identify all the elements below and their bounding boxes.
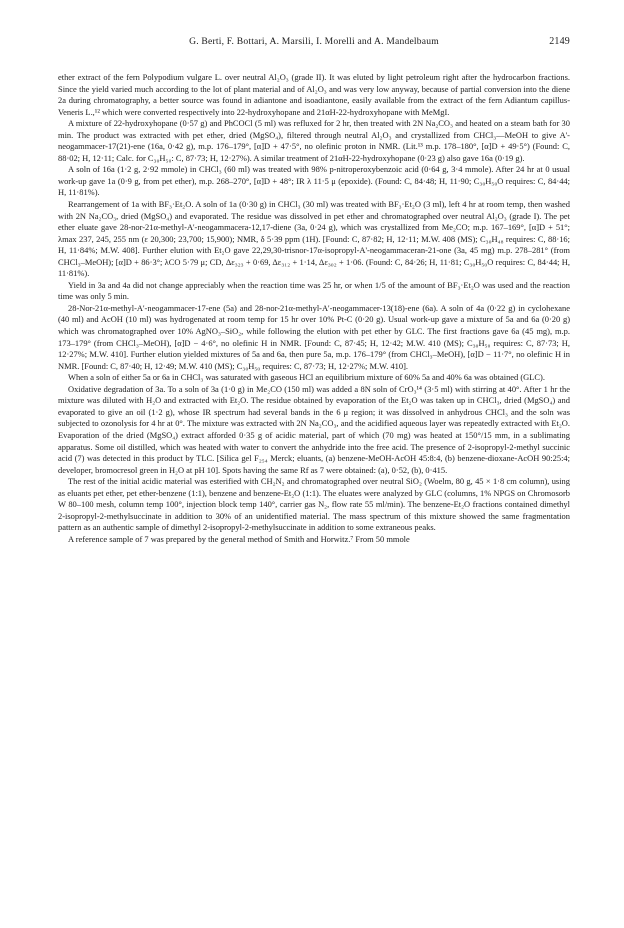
paragraph-continuation: ether extract of the fern Polypodium vulgare L. over neutral Al₂O₃ (grade II). It was eluted by light petroleum right after the hydrocarbon fractions. Since the yield varied much according to the lot of plant material and of Al₂O₃ and was very low anyway, because of partial conversion into the diene 2a during chromatography, a better source was found in adiantone and isoadiantone, easily available from the extract of the fern Adiantum capillus-Veneris L.,¹² which were converted respectively into 22-hydroxyhopane and 21αH-22-hydroxyhopane with MeMgI. bbox=[58, 72, 570, 117]
paragraph-hydrogenation: 28-Nor-21α-methyl-A'-neogammacer-17-ene (5a) and 28-nor-21α-methyl-A'-neogammacer-13(18)-ene (6a). A soln of 4a (0·22 g) in cyclohexane (40 ml) and AcOH (10 ml) was hydrogenated at room temp for 15 hr over 10% Pt-C (0·20 g). Usual work-up gave a mixture of 5a and 6a (0·20 g) which was chromatographed over 10% AgNO₃–SiO₂, while following the elution with pet ether by GLC. The first fractions gave 6a (45 mg), m.p. 173–179° (from CHCl₃–MeOH), [α]D − 4·6°, no olefinic H in NMR. [Found: C, 87·45; H, 12·42; M.W. 410 (MS); C₃₀H₅₀ requires: C, 87·73; H, 12·27%; M.W. 410]. Further elution yielded mixtures of 5a and 6a, then pure 5a, m.p. 176–179° (from CHCl₃–MeOH), [α]D − 11·7°, no olefinic H in NMR. [Found: C, 87·40; H, 12·49; M.W. 410 (MS); C₃₀H₅₀ requires: C, 87·73; H, 12·27%; M.W. 410]. bbox=[58, 302, 570, 371]
paragraph-reference-sample: A reference sample of 7 was prepared by the general method of Smith and Horwitz.⁷ From 50 mmole bbox=[68, 533, 410, 544]
journal-page bbox=[0, 36, 624, 928]
paragraph-esterification: The rest of the initial acidic material was esterified with CH₂N₂ and chromatographed over neutral SiO₂ (Woelm, 80 g, 45 × 1·8 cm column), using as eluants pet ether, pet ether-benzene (1:1), benzene and benzene-Et₂O (1:1). The eluates were analyzed by GLC (columns, 1% NPGS on Chromosorb W 80–100 mesh, column temp 100°, injection block temp 140°, carrier gas N₂, flow rate 55 ml/min). The benzene-Et₂O fractions contained dimethyl 2-isopropyl-2-methylsuccinate in addition to 30% of an unidentified material. The mass spectrum of this mixture showed the same fragmentation pattern as an authentic sample of dimethyl 2-isopropyl-2-methylsuccinate in addition to some extraneous peaks. bbox=[58, 476, 570, 533]
running-header bbox=[58, 36, 570, 50]
running-head-authors: G. Berti, F. Bottari, A. Marsili, I. Morelli and A. Mandelbaum bbox=[189, 36, 439, 47]
paragraph-hydroxyhopane-treatment: A mixture of 22-hydroxyhopane (0·57 g) and PhCOCl (5 ml) was refluxed for 2 hr, then treated with 2N Na₂CO₃ and heated on a steam bath for 30 min. The product was extracted with pet ether, dried (MgSO₄), filtered through neutral Al₂O₃ and crystallized from CHCl₃—MeOH to give A'-neogammacer-17(21)-ene (16a, 0·42 g), m.p. 176–179°, [α]D + 47·5°, no olefinic proton in NMR. (Lit.¹³ m.p. 178–180°, [α]D + 49·5°) (Found: C, 88·02; H, 12·11; Calc. for C₃₀H₅₀: C, 87·73; H, 12·27%). A similar treatment of 21αH-22-hydroxyhopane (0·23 g) also gave 16a (0·19 g). bbox=[58, 118, 570, 163]
paragraph-yield-note: Yield in 3a and 4a did not change appreciably when the reaction time was 25 hr, or when 1/5 of the amount of BF₃·Et₂O was used and the reaction time was only 5 min. bbox=[58, 279, 570, 302]
paragraph-oxidative-degradation: Oxidative degradation of 3a. To a soln of 3a (1·0 g) in Me₂CO (150 ml) was added a 8N soln of CrO₃¹⁴ (3·5 ml) with stirring at 40°. After 1 hr the mixture was diluted with H₂O and extracted with Et₂O. The residue obtained by evaporation of the Et₂O was taken up in CHCl₃, dried (MgSO₄) and evaporated to give an oil (1·2 g), whose IR spectrum had several bands in the 6 μ region; it was dissolved in anhydrous CHCl₃ and the soln was subjected to ozonolysis for 4 hr at 0°. The mixture was extracted with 2N Na₂CO₃, and the acidified aqueous layer was repeatedly extracted with Et₂O. Evaporation of the dried (MgSO₄) extract afforded 0·35 g of acidic material, part of which (70 mg) was heated at 150°/15 mm, in a sublimating apparatus. Some oil distilled, which was heated with water to convert the anhydride into the free acid. The presence of 2-isopropyl-2-methyl succinic acid (7) was detected in this product by TLC. [Silica gel F₂₅₄ Merck; eluants, (a) benzene-MeOH-AcOH 45:8:4, (b) benzene-dioxane-AcOH 90:25:4; developer, bromocresol green in H₂O at pH 10]. Spots having the same Rf as 7 were obtained: (a), 0·52, (b), 0·415. bbox=[58, 383, 570, 475]
page-number: 2149 bbox=[549, 36, 570, 47]
paragraph-equilibrium: When a soln of either 5a or 6a in CHCl₃ was saturated with gaseous HCl an equilibrium mixture of 60% 5a and 40% 6a was obtained (GLC). bbox=[68, 372, 545, 383]
paragraph-epoxidation: A soln of 16a (1·2 g, 2·92 mmole) in CHCl₃ (60 ml) was treated with 98% p-nitroperoxybenzoic acid (0·64 g, 3·4 mmole). After 24 hr at 0 usual work-up gave 1a (0·9 g, from pet ether), m.p. 268–270°, [α]D + 48°; IR λ 11·5 μ (epoxide). (Found: C, 84·48; H, 11·90; C₃₀H₅₀O requires: C, 84·44; H, 11·81%). bbox=[58, 164, 570, 198]
paragraph-rearrangement: Rearrangement of 1a with BF₃·Et₂O. A soln of 1a (0·30 g) in CHCl₃ (30 ml) was treated with BF₃·Et₂O (3 ml), left 4 hr at room temp, then washed with 2N Na₂CO₃, dried (MgSO₄) and evaporated. The residue was dissolved in pet ether and chromatographed over neutral Al₂O₃ (grade I). The pet ether eluate gave 28-nor-21α-methyl-A'-neogammacera-12,17-diene (3a, 0·24 g), which was crystallized from Me₂CO; m.p. 167–169°, [α]D + 51°; λmax 237, 245, 255 nm (ε 20,300; 23,700; 15,900); NMR, δ 5·39 ppm (1H). [Found: C, 87·82; H, 12·11; M.W. 408 (MS); C₃₀H₄₈ requires: C, 88·16; H, 11·84%; M.W. 408]. Further elution with Et₂O gave 22,29,30-trisnor-17α-isopropyl-A'-neogammaceran-21-one (3a, 45 mg) m.p. 278–281° (from CHCl₃–MeOH); [α]D + 86·3°; λCO 5·79 μ; CD, Δε₃₂₃ + 0·69, Δε₃₁₂ + 1·14, Δε₃₀₂ + 1·06. (Found: C, 84·26; H, 11·81; C₃₀H₅₀O requires: C, 84·44; H, 11·81%). bbox=[58, 199, 570, 279]
article-body bbox=[58, 72, 570, 545]
